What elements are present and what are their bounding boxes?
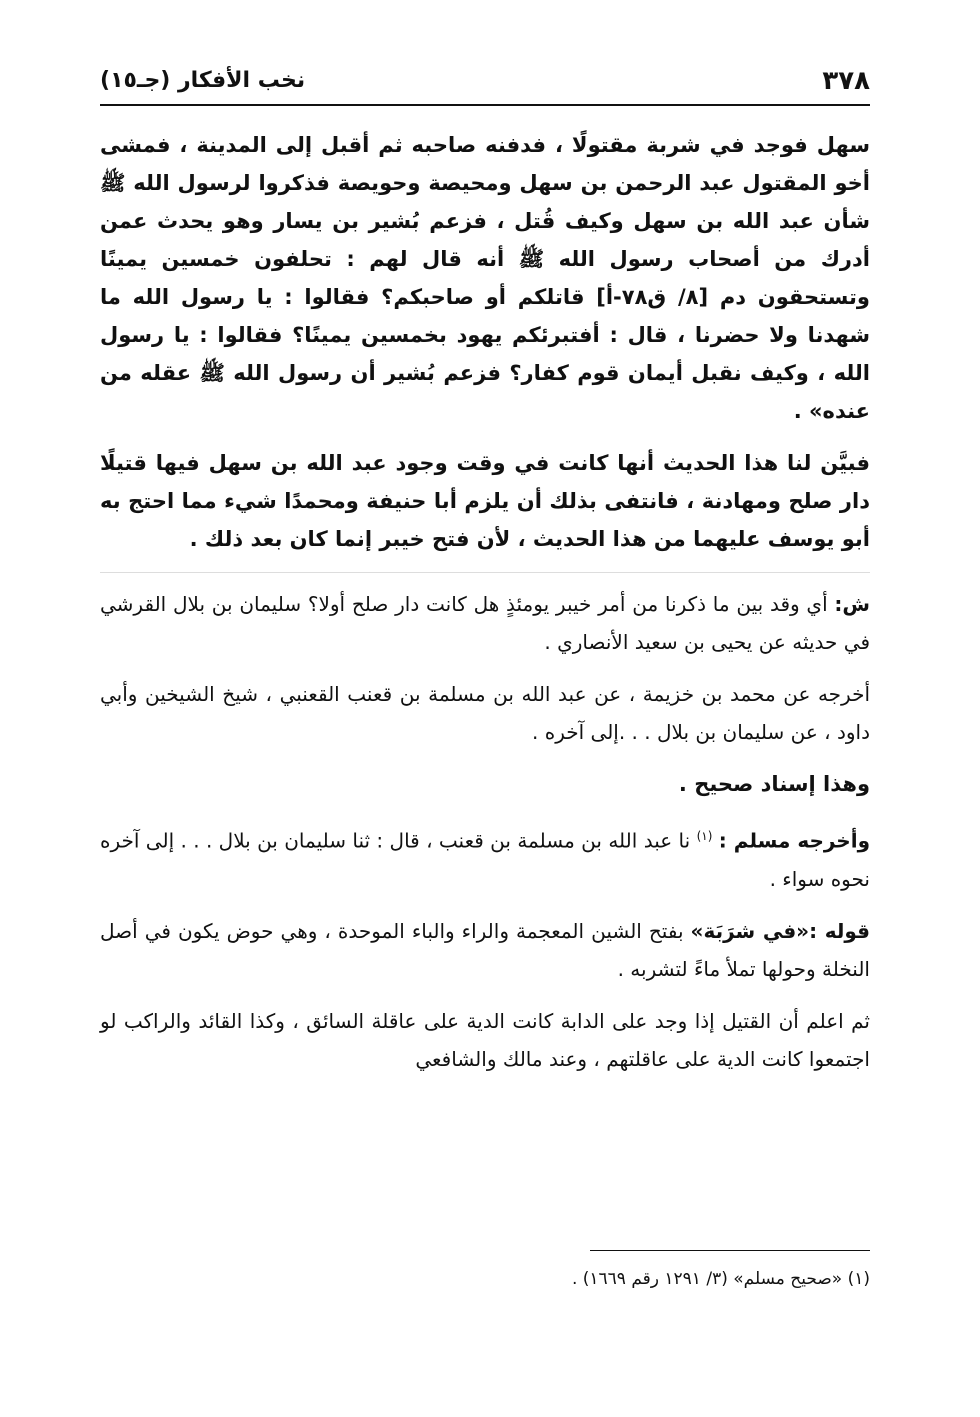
document-page bbox=[100, 60, 870, 1360]
ruling-paragraph: ثم اعلم أن القتيل إذا وجد على الدابة كانت الدية على عاقلة السائق ، وكذا القائد والراكب لو اجتمعوا كانت الدية على عاقلتهم ، وعند مالك والشافعي bbox=[100, 1008, 870, 1071]
footnote: (١) «صحيح مسلم» (٣/ ١٢٩١ رقم ١٦٦٩) . bbox=[571, 1269, 870, 1289]
running-title: نخب الأفكار (جـ١٥) bbox=[100, 68, 306, 93]
section-divider bbox=[100, 572, 870, 573]
page-header bbox=[100, 60, 870, 106]
gloss-text: بفتح الشين المعجمة والراء والباء الموحدة ، وهي حوض يكون في أصل النخلة وحولها تملأ ماءً لتشربه . bbox=[100, 918, 870, 981]
hadith-paragraph: سهل فوجد في شربة مقتولًا ، فدفنه صاحبه ثم أقبل إلى المدينة ، فمشى أخو المقتول عبد الرحمن بن سهل ومحيصة وحويصة فذكروا لرسول الله ﷺ شأن عبد الله بن سهل وكيف قُتل ، فزعم بُشير بن يسار وهو يحدث عمن أدرك من أصحاب رسول الله ﷺ أنه قال لهم : تحلفون خمسين يمينًا وتستحقون دم [٨/ ق٧٨-أ] قاتلكم أو صاحبكم؟ فقالوا : يا رسول الله ما شهدنا ولا حضرنا ، قال : أفتبرئكم يهود بخمسين يمينًا؟ فقالوا : يا رسول الله ، وكيف نقبل أيمان قوم كفار؟ فزعم بُشير أن رسول الله ﷺ عقله من عنده» . bbox=[100, 133, 870, 423]
footnote-separator bbox=[590, 1250, 870, 1251]
gloss-lead: قوله :«في شرَبَة» bbox=[690, 918, 870, 943]
isnad-statement: وهذا إسناد صحيح . bbox=[678, 772, 870, 796]
explanation-text: أي وقد بين ما ذكرنا من أمر خيبر يومئذٍ هل كانت دار صلح أولا؟ سليمان بن بلال القرشي في حديثه عن يحيى بن سعيد الأنصاري . bbox=[100, 592, 870, 654]
footnote-reference: (١) bbox=[696, 829, 713, 843]
explanation-lead: ش: bbox=[834, 592, 871, 616]
muslim-text: نا عبد الله بن مسلمة بن قعنب ، قال : ثنا سليمان بن بلال . . . إلى آخره نحوه سواء . bbox=[100, 828, 870, 891]
explanation-paragraph bbox=[100, 585, 870, 661]
page-body bbox=[100, 126, 870, 1078]
muslim-lead: وأخرجه مسلم : bbox=[718, 828, 870, 853]
commentary-paragraph: فبيَّن لنا هذا الحديث أنها كانت في وقت وجود عبد الله بن سهل فيها قتيلًا دار صلح ومهادنة ، فانتفى بذلك أن يلزم أبا حنيفة ومحمدًا شيء مما احتج به أبو يوسف عليهما من هذا الحديث ، لأن فتح خيبر إنما كان بعد ذلك . bbox=[100, 451, 870, 551]
muslim-paragraph bbox=[100, 817, 870, 898]
gloss-paragraph bbox=[100, 912, 870, 988]
takhrij-paragraph: أخرجه عن محمد بن خزيمة ، عن عبد الله بن مسلمة بن قعنب القعنبي ، شيخ الشيخين وأبي داود ، عن سليمان بن بلال . . .إلى آخره . bbox=[100, 682, 870, 744]
page-number: ٣٧٨ bbox=[822, 66, 870, 96]
